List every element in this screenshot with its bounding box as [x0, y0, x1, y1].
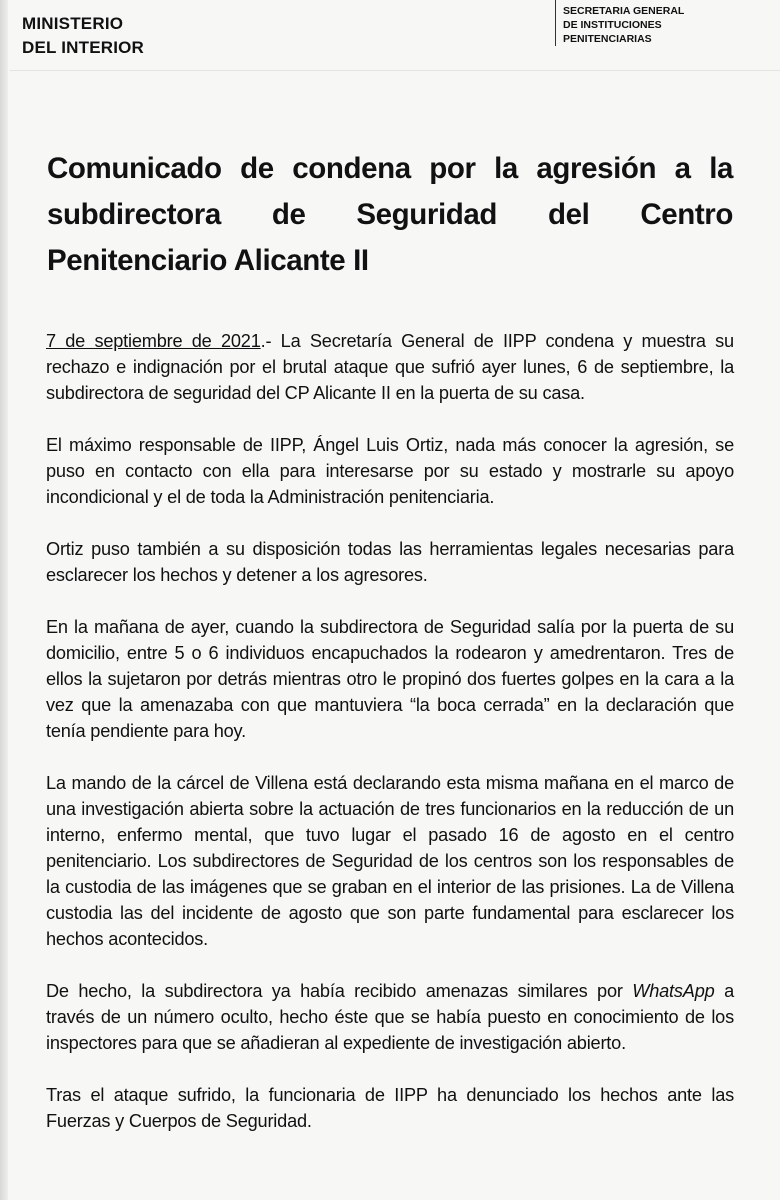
secretaria-general-block: [555, 0, 684, 46]
whatsapp-italic: WhatsApp: [632, 981, 715, 1001]
ministry-logo-text: [22, 12, 144, 60]
header-divider: [10, 70, 780, 71]
paragraph-1-text: La Secretaría General de IIPP condena y muestra su rechazo e indignación por el brutal ataque que sufrió ayer lunes, 6 de septiembre, la subdirectora de seguridad del CP Alicante II en la puerta de su casa.: [46, 331, 734, 403]
paragraph-6-text-before: De hecho, la subdirectora ya había recibido amenazas similares por: [46, 981, 633, 1001]
title-line-2: subdirectora de Seguridad del Centro: [47, 198, 733, 231]
paragraph-5: La mando de la cárcel de Villena está declarando esta misma mañana en el marco de una investigación abierta sobre la actuación de tres funcionarios en la reducción de un interno, enfermo mental, que tuvo lugar el pasado 16 de agosto en el centro penitenciario. Los subdirectores de Seguridad de los centros son los responsables de la custodia de las imágenes que se graban en el interior de las prisiones. La de Villena custodia las del incidente de agosto que son parte fundamental para esclarecer los hechos acontecidos.: [46, 773, 734, 949]
paragraph-6-text-after: a través de un número oculto, hecho éste que se había puesto en conocimiento de los inspectores para que se añadieran al expediente de investigación abierto.: [46, 981, 734, 1053]
paragraph-3: Ortiz puso también a su disposición todas las herramientas legales necesarias para esclarecer los hechos y detener a los agresores.: [46, 539, 734, 585]
secretaria-line-2: DE INSTITUCIONES: [563, 19, 662, 31]
date-line: 7 de septiembre de 2021: [46, 331, 261, 351]
paragraph-6: [46, 978, 734, 1056]
scan-edge-shadow: [0, 0, 8, 1200]
paragraph-7: Tras el ataque sufrido, la funcionaria de IIPP ha denunciado los hechos ante las Fuerzas y Cuerpos de Seguridad.: [46, 1085, 734, 1131]
paragraph-1: [46, 328, 734, 406]
ministry-line-2: DEL INTERIOR: [22, 38, 145, 57]
secretaria-line-3: PENITENCIARIAS: [563, 33, 652, 45]
document-title: [47, 146, 733, 284]
date-separator: .-: [260, 331, 281, 351]
secretaria-line-1: SECRETARIA GENERAL: [563, 5, 685, 17]
title-line-1: Comunicado de condena por la agresión a la: [47, 152, 733, 185]
paragraph-4: En la mañana de ayer, cuando la subdirectora de Seguridad salía por la puerta de su domicilio, entre 5 o 6 individuos encapuchados la rodearon y amedrentaron. Tres de ellos la sujetaron por detrás mientras otro le propinó dos fuertes golpes en la cara a la vez que la amenazaba con que mantuviera “la boca cerrada” en la declaración que tenía pendiente para hoy.: [46, 617, 734, 741]
paragraph-2: El máximo responsable de IIPP, Ángel Luis Ortiz, nada más conocer la agresión, se puso en contacto con ella para interesarse por su estado y mostrarle su apoyo incondicional y el de toda la Administración penitenciaria.: [46, 435, 734, 507]
ministry-line-1: MINISTERIO: [22, 14, 124, 33]
title-line-3: Penitenciario Alicante II: [47, 244, 369, 277]
document-body: [46, 328, 734, 1160]
